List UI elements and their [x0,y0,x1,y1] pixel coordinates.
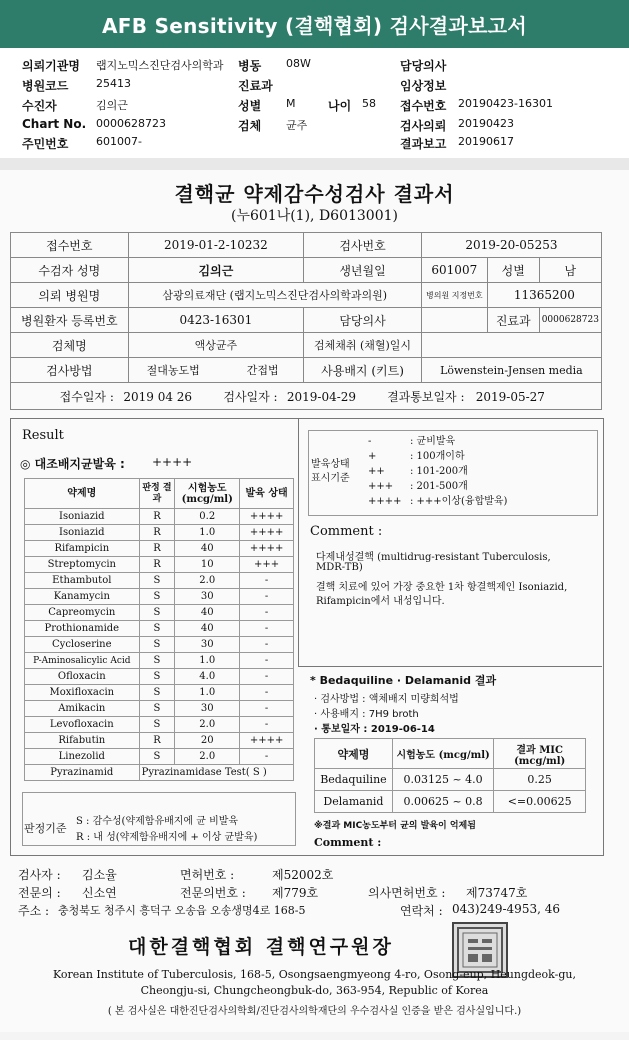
cell-drug: Prothionamide [25,621,140,637]
bdq-heading: * Bedaquiline · Delamanid 결과 [310,674,497,687]
method-1: 절대농도법 [146,364,200,377]
sex-label: 성별 [238,99,262,113]
cell-drug: Capreomycin [25,605,140,621]
doctor-cell-label: 담당의사 [304,308,422,333]
cell-growth: ++++ [240,525,294,541]
cell-judge: S [139,589,175,605]
criteria-r: R : 내 성(약제함유배지에 + 이상 균발육) [76,832,258,843]
specimen-label: 검체 [238,119,262,133]
table-row [25,573,294,589]
license: 제52002호 [272,868,334,882]
cell-conc: 10 [175,557,240,573]
mic-cell-mic: 0.25 [494,769,586,791]
dept-label: 진료과 [238,79,273,93]
separator [0,158,629,170]
mic-col-drug: 약제명 [315,739,393,769]
cell-judge: R [139,733,175,749]
doctor-label: 담당의사 [400,59,447,73]
table-row [25,685,294,701]
mic-table [314,738,586,813]
comment-heading: Comment : [310,524,383,539]
legend-row [368,492,507,507]
cell-drug: P-Aminosalicylic Acid [25,653,140,669]
result-heading: Result [22,428,64,443]
mic-cell-conc: 0.03125 ~ 4.0 [392,769,493,791]
legend-symbol: +++ [368,481,394,492]
mic-cell-mic: <=0.00625 [494,791,586,813]
patient-name-cell: 김의근 [128,258,304,283]
age-label: 나이 [328,99,352,113]
cell-drug: Rifampicin [25,541,140,557]
dept-cell-label: 진료과 [487,308,539,333]
legend-symbol: ++++ [368,496,402,507]
growth-legend-rows [368,432,507,507]
legend-symbol: - [368,436,372,447]
req-hospital-cell: 삼광의료재단 (랩지노믹스진단검사의학과의원) [128,283,421,308]
cell-conc: 1.0 [175,525,240,541]
table-row [25,637,294,653]
document-subtitle: (누601나(1), D6013001) [230,208,398,224]
cell-conc: 40 [175,621,240,637]
cell-drug: Isoniazid [25,525,140,541]
receipt-date: 2019 04 26 [123,389,193,404]
collection-cell-label: 검체채취 (채혈)일시 [304,333,422,358]
legend-desc: : 201-500개 [410,481,468,492]
pza-test: Pyrazinamidase Test( S ) [139,765,293,781]
legend-desc: : 균비발육 [410,436,456,447]
cell-conc: 2.0 [175,717,240,733]
cell-growth: - [240,573,294,589]
table-row [25,701,294,717]
table-row [25,605,294,621]
cell-growth: ++++ [240,733,294,749]
certification: ( 본 검사실은 대한진단검사의학회/진단검사의학재단의 우수검사실 인증을 받은 검사실입니다.) [107,1006,522,1017]
table-row [25,509,294,525]
cell-judge: R [139,541,175,557]
cell-judge: R [139,525,175,541]
table-row [25,541,294,557]
cell-judge: S [139,653,175,669]
contact-label: 연락처 : [400,904,443,918]
hospital-id-cell-label: 병의원 지정번호 [421,283,487,308]
cell-growth: - [240,669,294,685]
doc-license: 제73747호 [466,886,528,900]
legend-symbol: ++ [368,466,385,477]
cell-drug: Kanamycin [25,589,140,605]
cell-conc: 2.0 [175,749,240,765]
table-row [25,525,294,541]
pza-drug: Pyrazinamid [25,765,140,781]
medium-cell: Löwenstein-Jensen media [421,358,601,383]
cell-drug: Linezolid [25,749,140,765]
cell-growth: - [240,637,294,653]
cell-judge: S [139,669,175,685]
receipt-no-cell-label: 접수번호 [11,233,129,258]
cell-judge: R [139,557,175,573]
growth-label: ◎ 대조배지균발육 : [20,457,125,471]
specialist-label: 전문의 : [18,886,61,900]
cell-conc: 1.0 [175,685,240,701]
table-row [25,733,294,749]
table-row [25,621,294,637]
table-row [25,749,294,765]
col-judge: 판정 결과 [139,479,175,509]
legend-desc: : +++이상(융합발육) [410,496,508,507]
legend-symbol: + [368,451,377,462]
cell-drug: Streptomycin [25,557,140,573]
org-name: 대한결핵협회 결핵연구원장 [128,936,394,958]
cell-drug: Levofloxacin [25,717,140,733]
bdq-method: · 검사방법 : 액체배지 미량희석법 [314,694,459,705]
cell-drug: Isoniazid [25,509,140,525]
cell-conc: 1.0 [175,653,240,669]
mic-row [315,791,586,813]
mic-cell-conc: 0.00625 ~ 0.8 [392,791,493,813]
patient-value: 김의근 [96,99,128,112]
test-date-label: 검사일자 : [223,389,278,404]
cell-conc: 4.0 [175,669,240,685]
mic-cell-drug: Delamanid [315,791,393,813]
doc-license-label: 의사면허번호 : [368,886,446,900]
method-cell-label: 검사방법 [11,358,129,383]
specialist: 신소연 [82,886,117,900]
medium-cell-label: 사용배지 (키트) [304,358,422,383]
mic-row [315,769,586,791]
cell-growth: - [240,589,294,605]
ward-label: 병동 [238,59,262,73]
cell-judge: S [139,717,175,733]
legend-row [368,432,507,447]
mic-col-mic: 결과 MIC (mcg/ml) [494,739,586,769]
cell-drug: Amikacin [25,701,140,717]
cell-growth: - [240,701,294,717]
cell-conc: 30 [175,701,240,717]
legend-row [368,477,507,492]
comment-line2: MDR-TB) [316,562,363,573]
test-date: 2019-04-29 [286,389,357,404]
tester: 김소율 [82,868,117,882]
cell-judge: S [139,701,175,717]
org-en-line1: Korean Institute of Tuberculosis, 168-5, Osongsaengmyeong 4-ro, Osong-eup, Heungdeok-gu, [52,968,576,981]
tester-label: 검사자 : [18,868,61,882]
rrn-label: 주민번호 [22,137,69,151]
bdq-medium: · 사용배지 : 7H9 broth [314,709,419,720]
receipt-no-cell: 2019-01-2-10232 [128,233,304,258]
hospital-code-value: 25413 [96,77,131,90]
table-row [25,717,294,733]
col-conc: 시험농도 (mcg/ml) [175,479,240,509]
address-label: 주소 : [18,904,50,918]
report-title: AFB Sensitivity (결핵협회) 검사결과보고서 [0,0,629,48]
patient-reg-cell-label: 병원환자 등록번호 [11,308,129,333]
clinical-label: 임상정보 [400,79,447,93]
growth-value: ++++ [152,455,193,469]
cell-conc: 40 [175,541,240,557]
cell-conc: 2.0 [175,573,240,589]
legend-row [368,462,507,477]
specimen-name-cell: 액상균주 [128,333,304,358]
hospital-id-cell: 11365200 [487,283,601,308]
rrn-value: 601007- [96,135,142,148]
cell-drug: Cycloserine [25,637,140,653]
criteria-s: S : 감수성(약제함유배지에 균 비발육 [76,816,239,827]
dates-row [11,383,602,410]
report-label: 결과보고 [400,137,447,151]
table-row [25,669,294,685]
cell-growth: - [240,621,294,637]
spec-no: 제779호 [272,886,319,900]
cell-judge: S [139,605,175,621]
cell-conc: 0.2 [175,509,240,525]
method-2: 간접법 [246,364,279,377]
bdq-note: ※결과 MIC농도부터 균의 발육이 억제됨 [314,821,476,831]
result-divider [298,418,299,666]
patient-name-cell-label: 수검자 성명 [11,258,129,283]
cell-drug: Moxifloxacin [25,685,140,701]
cell-judge: S [139,621,175,637]
cell-judge: S [139,637,175,653]
cell-growth: - [240,685,294,701]
hospital-code-label: 병원코드 [22,79,69,93]
receipt-no-label: 접수번호 [400,99,447,113]
cell-growth: ++++ [240,541,294,557]
cell-conc: 40 [175,605,240,621]
cell-drug: Ethambutol [25,573,140,589]
specimen-value: 균주 [286,119,308,132]
cell-growth: - [240,653,294,669]
col-drug: 약제명 [25,479,140,509]
mic-col-conc: 시험농도 (mcg/ml) [392,739,493,769]
cell-growth: +++ [240,557,294,573]
patient-label: 수진자 [22,99,57,113]
test-no-cell-label: 검사번호 [304,233,422,258]
test-req-label: 검사의뢰 [400,119,447,133]
mic-cell-drug: Bedaquiline [315,769,393,791]
growth-legend-label: 발육상태 표시기준 [311,459,350,484]
report-value: 20190617 [458,135,514,148]
cell-judge: S [139,749,175,765]
legend-desc: : 101-200개 [410,466,468,477]
table-row [25,557,294,573]
dept-cell: 0000628723 [539,308,601,333]
cell-drug: Ofloxacin [25,669,140,685]
test-no-cell: 2019-20-05253 [421,233,601,258]
notify-date: 2019-05-27 [475,389,545,404]
result-table [24,478,294,781]
cell-growth: - [240,717,294,733]
notify-date-label: 결과통보일자 : [387,389,465,404]
legend-desc: : 100개이하 [410,451,465,462]
comment-divider [298,666,602,667]
legend-row [368,447,507,462]
sex-cell: 남 [539,258,601,283]
cell-judge: R [139,509,175,525]
sex-cell-label: 성별 [487,258,539,283]
chart-label: Chart No. [22,117,87,131]
dob-cell-label: 생년월일 [304,258,422,283]
info-table [10,232,602,410]
institution-value: 랩지노믹스진단검사의학과 [96,59,224,72]
req-hospital-cell-label: 의뢰 병원명 [11,283,129,308]
test-req-value: 20190423 [458,117,514,130]
cell-growth: - [240,605,294,621]
bdq-notify: · 통보일자 : 2019-06-14 [314,724,435,735]
institution-label: 의뢰기관명 [22,59,80,73]
org-en-line2: Cheongju-si, Chungcheongbuk-do, 363-954, Republic of Korea [140,984,489,997]
cell-conc: 30 [175,589,240,605]
dob-cell: 601007 [421,258,487,283]
cell-judge: S [139,573,175,589]
cell-conc: 30 [175,637,240,653]
cell-growth: - [240,749,294,765]
bdq-comment-label: Comment : [314,836,382,849]
spec-no-label: 전문의번호 : [180,886,246,900]
comment-line1: 다제내성결핵 (multidrug-resistant Tuberculosis, [316,552,551,563]
cell-drug: Rifabutin [25,733,140,749]
patient-reg-cell: 0423-16301 [128,308,304,333]
comment-line3: 결핵 치료에 있어 가장 중요한 1차 항결핵제인 Isoniazid, [316,582,568,593]
document-title: 결핵균 약제감수성검사 결과서 [174,182,455,206]
sex-value: M [286,97,296,110]
receipt-date-label: 접수일자 : [59,389,114,404]
license-label: 면허번호 : [180,868,235,882]
ward-value: 08W [286,57,311,70]
table-row [25,653,294,669]
contact: 043)249-4953, 46 [452,902,560,916]
chart-value: 0000628723 [96,117,166,130]
col-growth: 발육 상태 [240,479,294,509]
cell-judge: S [139,685,175,701]
criteria-label: 판정기준 [24,822,67,835]
cell-growth: ++++ [240,509,294,525]
method-cell [128,358,304,383]
age-value: 58 [362,97,376,110]
specimen-name-cell-label: 검체명 [11,333,129,358]
receipt-no-value: 20190423-16301 [458,97,553,110]
cell-conc: 20 [175,733,240,749]
comment-line4: Rifampicin에서 내성입니다. [316,596,445,607]
table-row [25,589,294,605]
address: 충청북도 청주시 흥덕구 오송읍 오송생명4로 168-5 [58,904,306,917]
